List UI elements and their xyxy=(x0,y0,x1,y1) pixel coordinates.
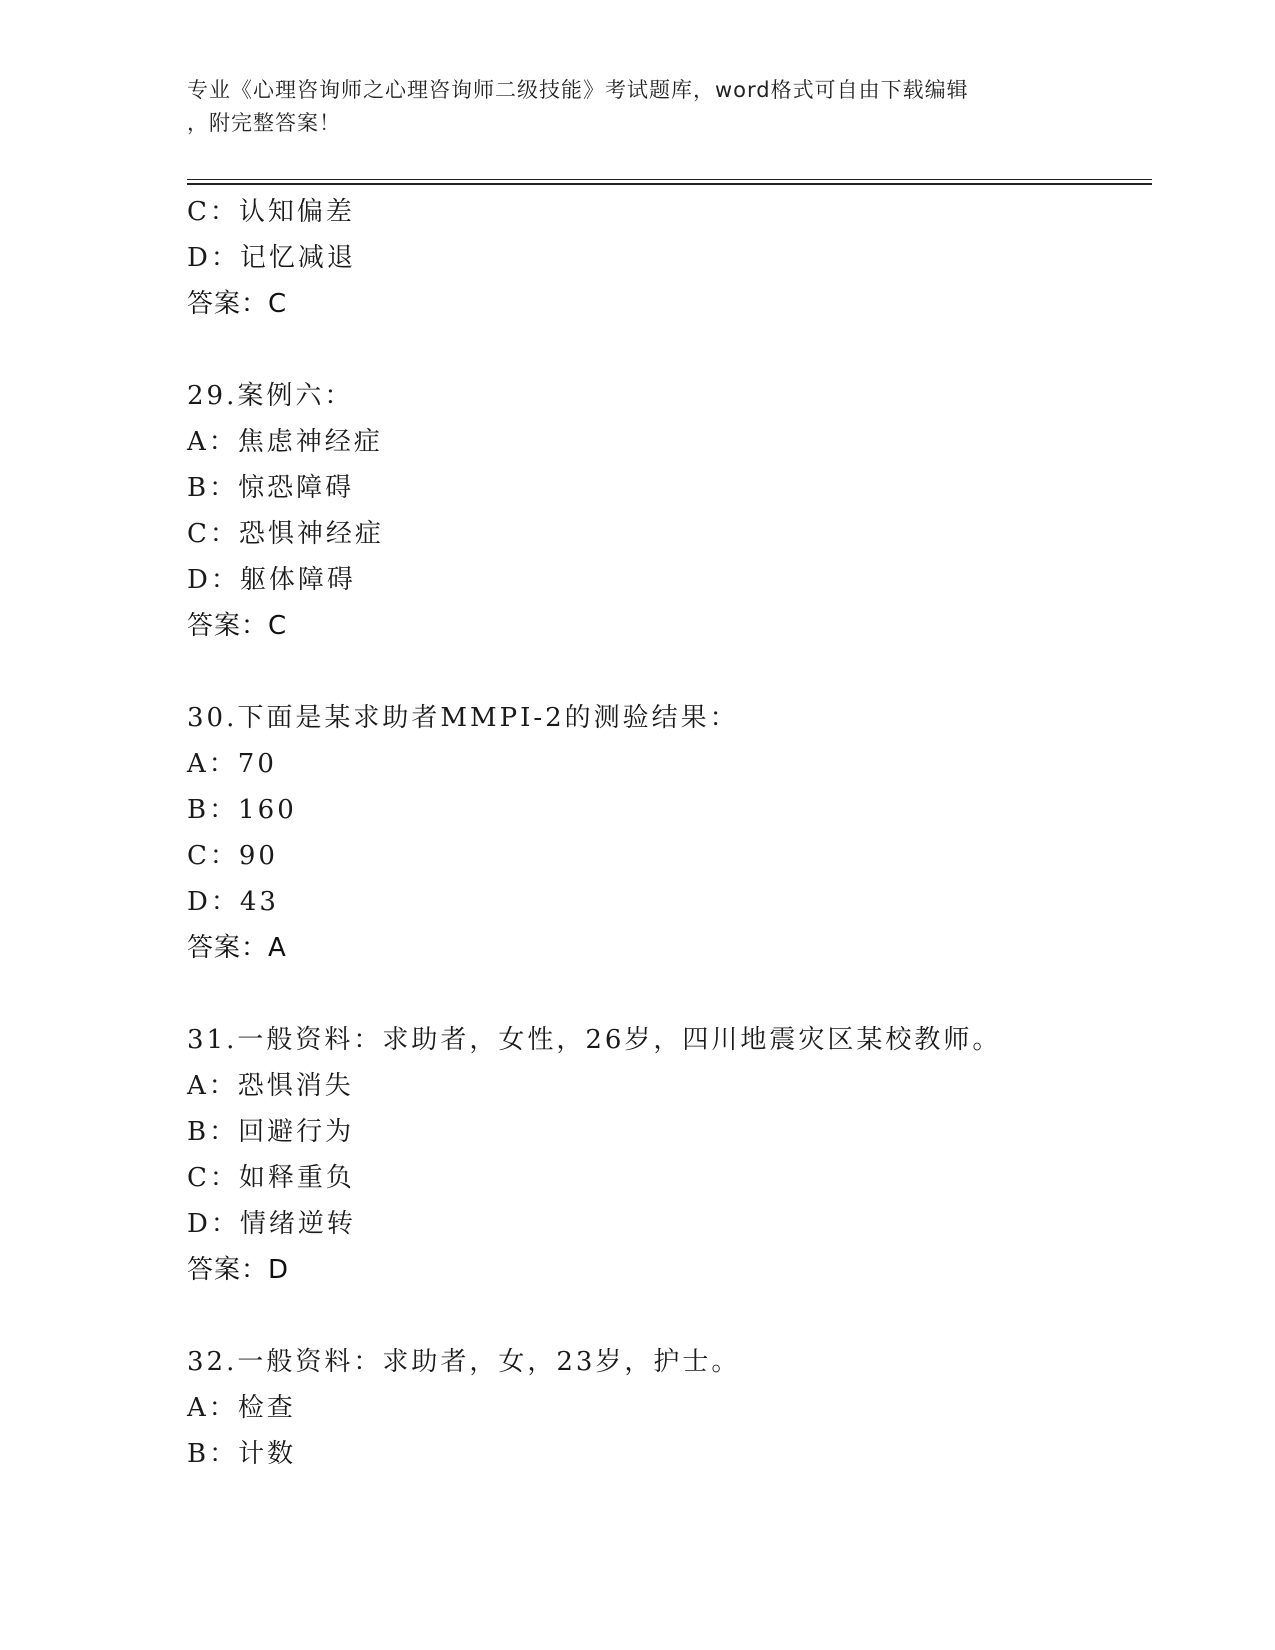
option-b: B：惊恐障碍 xyxy=(187,473,355,503)
question-stem: 32.一般资料：求助者，女，23岁，护士。 xyxy=(187,1347,741,1377)
option-a: A：焦虑神经症 xyxy=(187,427,383,457)
question-stem: 30.下面是某求助者MMPI-2的测验结果： xyxy=(187,703,739,733)
answer-line: 答案：D xyxy=(187,1255,290,1285)
answer-line: 答案：C xyxy=(187,289,288,319)
option-a: A：70 xyxy=(187,749,277,779)
option-c: C：认知偏差 xyxy=(187,197,355,227)
option-d: D：躯体障碍 xyxy=(187,565,356,595)
question-29 xyxy=(187,373,1152,649)
answer-line: 答案：A xyxy=(187,933,287,963)
question-30 xyxy=(187,695,1152,971)
question-list xyxy=(187,189,1152,1477)
option-a: A：恐惧消失 xyxy=(187,1071,354,1101)
header-rule-thin xyxy=(187,179,1152,180)
option-d: D：43 xyxy=(187,887,279,917)
option-d: D：情绪逆转 xyxy=(187,1209,356,1239)
option-b: B：计数 xyxy=(187,1439,297,1469)
option-c: C：恐惧神经症 xyxy=(187,519,384,549)
option-b: B：160 xyxy=(187,795,297,825)
option-d: D：记忆减退 xyxy=(187,243,356,273)
option-c: C：如释重负 xyxy=(187,1163,355,1193)
document-header xyxy=(187,74,1107,140)
question-stem: 29.案例六： xyxy=(187,381,354,411)
header-rule-thick xyxy=(187,183,1152,185)
header-line-1: 专业《心理咨询师之心理咨询师二级技能》考试题库，word格式可自由下载编辑 xyxy=(187,78,969,102)
option-a: A：检查 xyxy=(187,1393,296,1423)
header-line-2: ，附完整答案！ xyxy=(187,111,341,135)
question-31 xyxy=(187,1017,1152,1293)
question-32 xyxy=(187,1339,1152,1477)
continued-question xyxy=(187,189,1152,327)
option-c: C：90 xyxy=(187,841,278,871)
question-stem: 31.一般资料：求助者，女性，26岁，四川地震灾区某校教师。 xyxy=(187,1025,1002,1055)
answer-line: 答案：C xyxy=(187,611,288,641)
option-b: B：回避行为 xyxy=(187,1117,355,1147)
